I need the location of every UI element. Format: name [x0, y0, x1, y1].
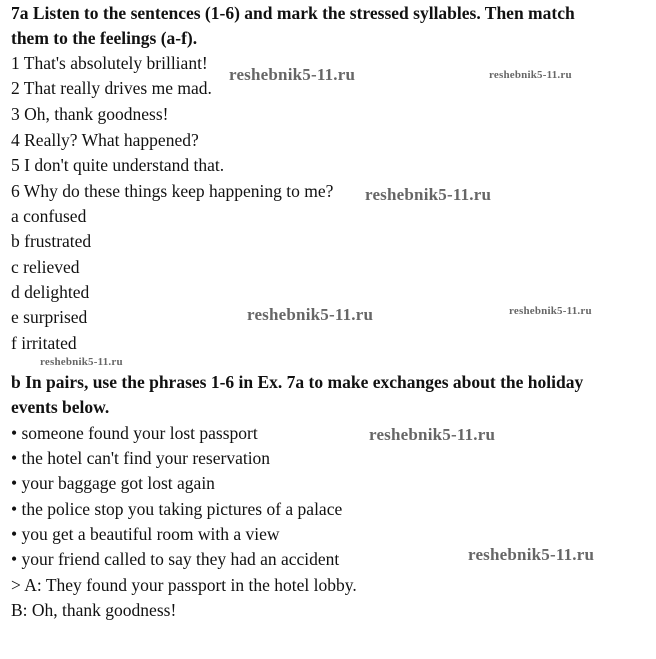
watermark: reshebnik5-11.ru — [229, 65, 356, 84]
event-item-5: • you get a beautiful room with a view — [11, 524, 280, 544]
feeling-c: c relieved — [11, 257, 80, 277]
event-item-4: • the police stop you taking pictures of a palace — [11, 499, 343, 519]
example-line-a: > A: They found your passport in the hotel lobby. — [11, 575, 357, 595]
watermark: reshebnik5-11.ru — [247, 305, 374, 324]
sentence-1: 1 That's absolutely brilliant! — [11, 53, 208, 73]
example-line-b: B: Oh, thank goodness! — [11, 600, 177, 620]
watermark: reshebnik5-11.ru — [40, 356, 123, 368]
event-item-1: • someone found your lost passport — [11, 423, 258, 443]
feeling-a: a confused — [11, 206, 87, 226]
sentence-5: 5 I don't quite understand that. — [11, 155, 225, 175]
feeling-b: b frustrated — [11, 231, 92, 251]
watermark: reshebnik5-11.ru — [489, 69, 572, 81]
exercise-7a-heading-line2: them to the feelings (a-f). — [11, 28, 198, 48]
event-item-2: • the hotel can't find your reservation — [11, 448, 271, 468]
watermark: reshebnik5-11.ru — [369, 425, 496, 444]
sentence-2: 2 That really drives me mad. — [11, 78, 212, 98]
event-item-3: • your baggage got lost again — [11, 473, 215, 493]
watermark: reshebnik5-11.ru — [509, 305, 592, 317]
feeling-e: e surprised — [11, 307, 88, 327]
exercise-7a-heading-line1: 7a Listen to the sentences (1-6) and mark the stressed syllables. Then match — [11, 3, 575, 23]
watermark: reshebnik5-11.ru — [365, 185, 492, 204]
feeling-d: d delighted — [11, 282, 90, 302]
event-item-6: • your friend called to say they had an accident — [11, 549, 340, 569]
exercise-b-heading-line2: events below. — [11, 397, 110, 417]
watermark: reshebnik5-11.ru — [468, 545, 595, 564]
feeling-f: f irritated — [11, 333, 77, 353]
sentence-4: 4 Really? What happened? — [11, 130, 199, 150]
sentence-6: 6 Why do these things keep happening to me? — [11, 181, 334, 201]
exercise-b-heading-line1: b In pairs, use the phrases 1-6 in Ex. 7a to make exchanges about the holiday — [11, 372, 584, 392]
sentence-3: 3 Oh, thank goodness! — [11, 104, 169, 124]
